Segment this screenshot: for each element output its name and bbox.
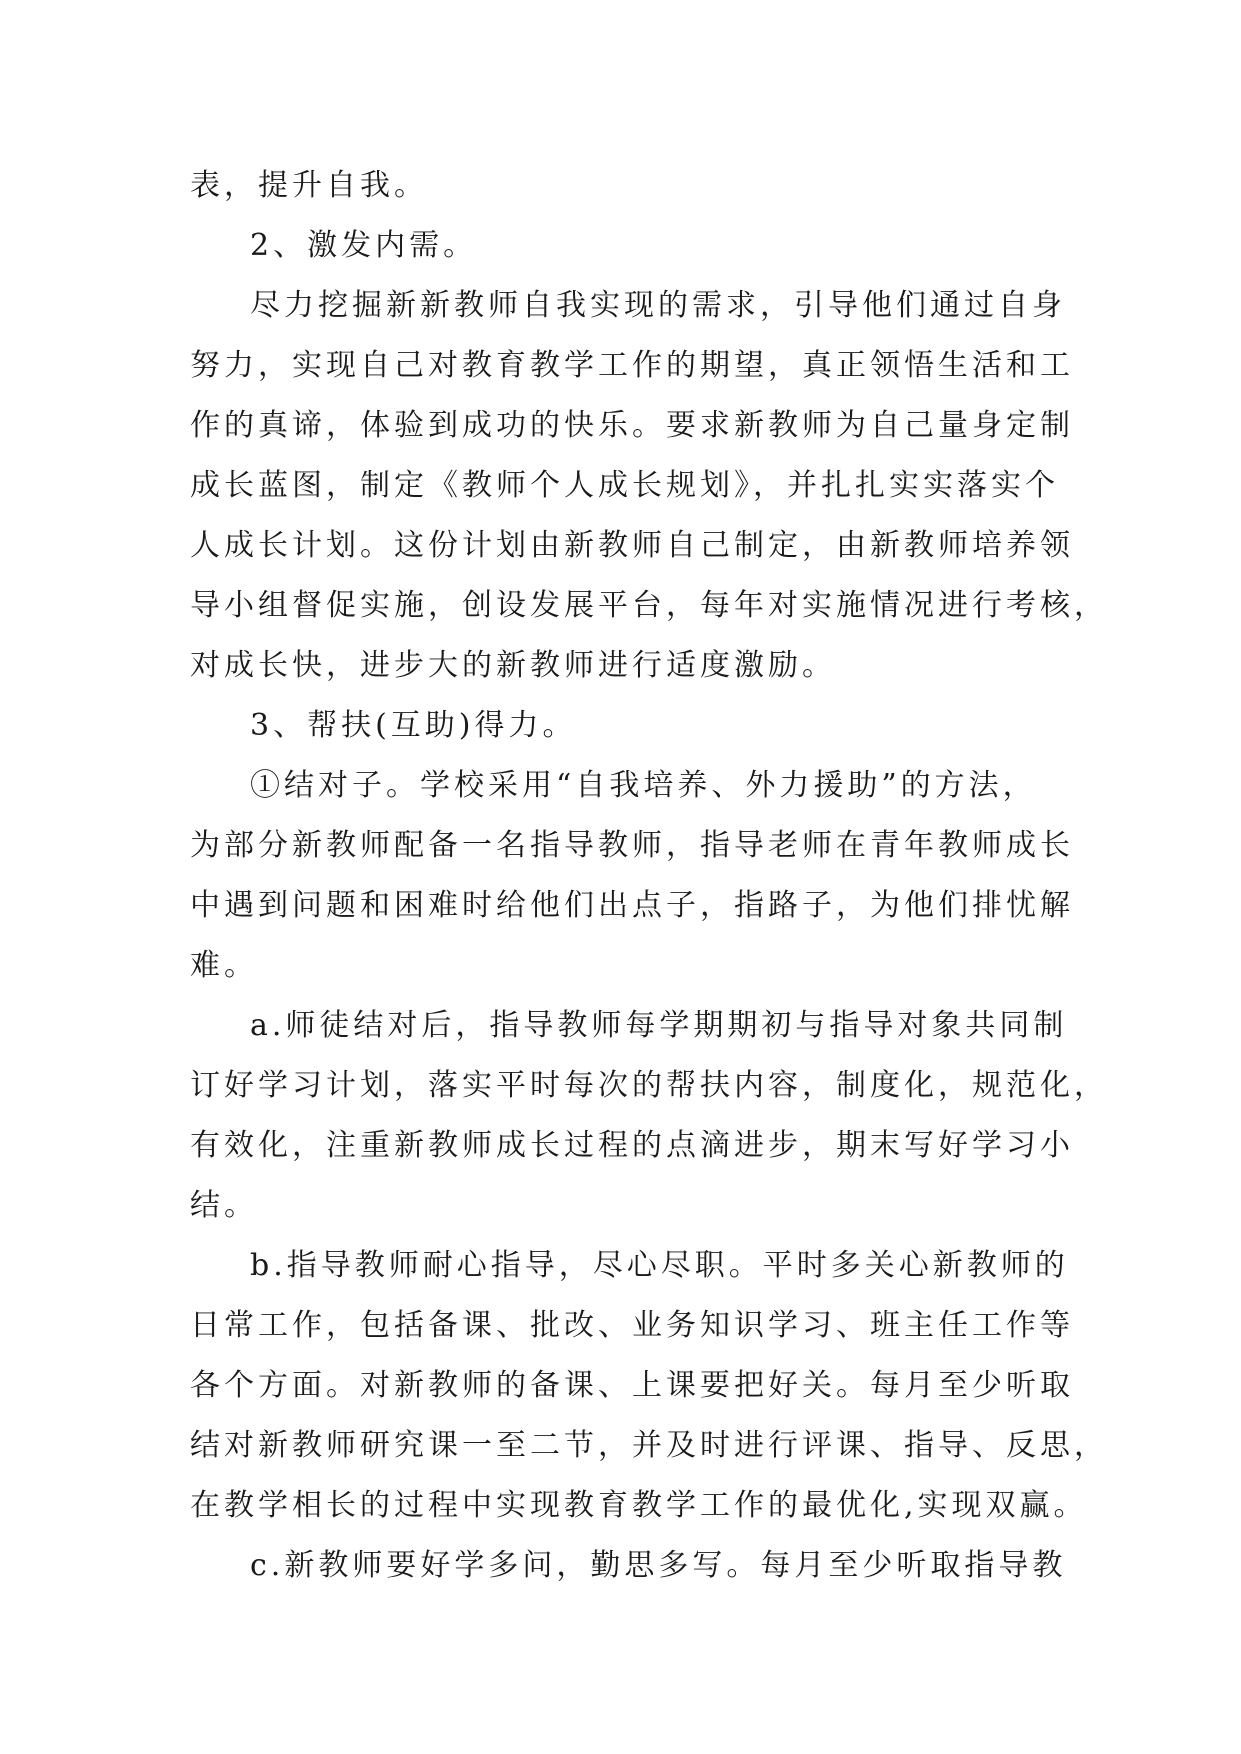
text-line: 各个方面。对新教师的备课、上课要把好关。每月至少听取 [190,1368,1074,1403]
text-line: 人成长计划。这份计划由新教师自己制定，由新教师培养领 [190,528,1074,563]
text-line: 对成长快，进步大的新教师进行适度激励。 [190,648,836,683]
text-line: a.师徒结对后，指导教师每学期期初与指导对象共同制 [250,1008,1068,1043]
text-line: 在教学相长的过程中实现教育教学工作的最优化,实现双赢。 [190,1488,1088,1523]
text-line: 成长蓝图，制定《教师个人成长规划》，并扎扎实实落实个 [190,468,1059,503]
text-line: 导小组督促实施，创设发展平台，每年对实施情况进行考核， [190,588,1108,623]
text-line: 3、帮扶(互助)得力。 [250,708,577,743]
text-line: ①结对子。学校采用“自我培养、外力援助”的方法， [250,768,1037,803]
text-line: 难。 [190,948,258,983]
text-line: 日常工作，包括备课、批改、业务知识学习、班主任工作等 [190,1308,1074,1343]
text-line: b.指导教师耐心指导，尽心尽职。平时多关心新教师的 [250,1248,1069,1283]
text-line: 结对新教师研究课一至二节，并及时进行评课、指导、反思， [190,1428,1108,1463]
text-line: 为部分新教师配备一名指导教师，指导老师在青年教师成长 [190,828,1074,863]
text-line: 作的真谛，体验到成功的快乐。要求新教师为自己量身定制 [190,408,1074,443]
text-line: 尽力挖掘新新教师自我实现的需求，引导他们通过自身 [250,288,1066,323]
text-line: 努力，实现自己对教育教学工作的期望，真正领悟生活和工 [190,348,1074,383]
text-line: c.新教师要好学多问，勤思多写。每月至少听取指导教 [250,1548,1067,1583]
body-text [190,156,1108,1596]
text-line: 订好学习计划，落实平时每次的帮扶内容，制度化，规范化， [190,1068,1108,1103]
text-line: 中遇到问题和困难时给他们出点子，指路子，为他们排忧解 [190,888,1074,923]
text-line: 有效化，注重新教师成长过程的点滴进步，期末写好学习小 [190,1128,1074,1163]
text-line: 2、激发内需。 [250,228,478,263]
text-line: 结。 [190,1188,258,1223]
text-line: 表，提升自我。 [190,168,428,203]
